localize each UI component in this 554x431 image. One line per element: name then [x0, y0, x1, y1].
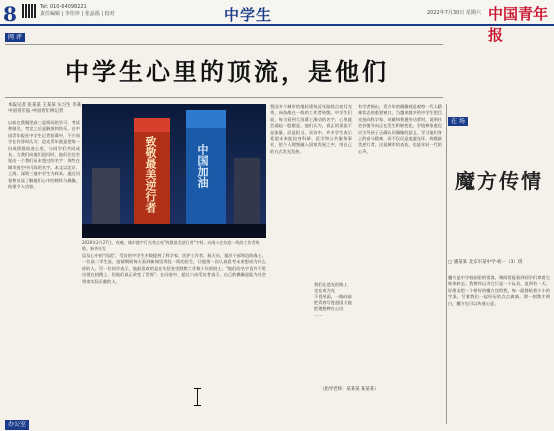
divider — [5, 97, 443, 98]
meta-editors: 责任编辑 | 李佳珍 | 张兹福 | 校对 — [40, 11, 115, 17]
neon-sign-left: 致敬最美逆行者 — [144, 136, 157, 213]
meta-phone: Tel: 010-64098221 — [40, 4, 87, 10]
news-photo — [82, 104, 266, 238]
photo-ground — [82, 224, 266, 238]
side-column-byline: □ 潘某某 北京市某中学·初一（3）班 — [448, 260, 523, 265]
newspaper-logo: 中国青年报 — [488, 5, 549, 44]
poem-line: 我们在追光的路上 — [314, 282, 348, 287]
article-column-2: 谈及心中的"顶流"，受访的中学生多数提到了科学家、医护工作者、航天员、基层干部和边防战士。一位高二学生说，疫情期间每天看到新闻里奔赴一线的医生，让他第一次认真思考未来想成为什么样的人。另一位同学表示，他最喜欢的是在实验室里默默工作数十年的院士，"他们的名字也许不常出现在热搜上，但他们真正改变了世界"。在问卷中，超过六成受访者表示，自己的偶像是能为社会带来实际贡献的人。 — [82, 253, 266, 284]
side-column-title: 魔方传情 — [455, 169, 543, 193]
text-cursor-icon — [197, 388, 200, 406]
divider — [5, 44, 443, 45]
article-column-1: 以前在我眼里高三是烦闷的学习、考试和排名，考完之后是解放和快乐。在中国青年报社中学生记者招募中，不少同学在作答时认为：追光青年就是把每一份成绩都收进心里，与同学们共同成长。当我们向他们追问时，他们往往会说出一个我们从未想过的名字：那些在城市夜空中闪烁的名字。本文以北京、上海、深圳三地中学生为样本，通过问卷和访谈了解他们心中的榜样与偶像，结果令人动容。 — [8, 120, 80, 190]
poem-line: 也在成为光 — [314, 288, 335, 293]
poem-line: 不畏风雨，一路向前 — [314, 294, 352, 299]
article-column-3: 我国多个城市的地标建筑近年陆续点亮灯光秀，向奋战在一线的工作者致敬。中学生们说，每当看到大屏幕上滚动的名字，心里就会涌起一股敬意。他们认为，真正的顶流不是流量，而是担当。采访中，许多学生表示希望未来能投身科研、医学和公共服务事业，把个人理想融入国家发展之中，用自己的方式发光发热。 — [270, 104, 352, 154]
photo-caption: 2020年2月27日，夜晚，城市楼宇灯光秀点亮"致敬最美逆行者"字样，向战斗在抗疫一线的工作者致敬。新华社发 — [82, 240, 260, 251]
poem-line: 把青春写进祖国大地 — [314, 300, 352, 305]
neon-sign-right: 中国加油 — [196, 144, 209, 188]
column-divider — [446, 104, 447, 424]
page-number: 8 — [3, 2, 17, 26]
article-column-4: 有学者指出，青少年的偶像观是观察一代人精神状态的重要窗口。当越来越多的中学生把目光投向科学家、英雄和普通劳动者时，说明社会价值导向正在发生积极变化。学校和家庭也应引导孩子正确认识偶像的意义，学习他们身上的奋斗精神，而不仅仅是追逐光环。致敬最美逆行者，这是城市的表达，也是年轻一代的心声。 — [358, 104, 442, 154]
side-column-text: 魔方是中学校园里的常客，课间常能看到同学们拿着它转来转去。我曾经以为它只是一个玩具，直到有一天，好朋友把一个拼好的魔方送给我，每一面都贴着小小的字条，写着我们一起经历的点点滴滴。那一刻我才明白，魔方也可以传递心意。 — [448, 275, 550, 306]
poem-line: …… — [314, 312, 323, 317]
byline-authors: 本报记者 张某某 王某某 实习生 李某 — [8, 103, 82, 108]
poem-signature: （指导老师：某某某 某某某） — [320, 387, 379, 392]
article-byline — [8, 103, 82, 115]
section-tag: 网 评 — [5, 33, 25, 42]
poem-line: 把理想种在心田 — [314, 306, 344, 311]
issue-date: 2022年7月30日 星期六 — [427, 10, 481, 16]
section-title: 中学生 — [224, 6, 273, 24]
poem-block — [314, 282, 394, 318]
side-column — [448, 117, 550, 427]
article-headline: 中学生心里的顶流，是他们 — [65, 58, 389, 86]
masthead-meta — [40, 4, 115, 18]
qr-code-icon — [22, 4, 36, 18]
footer-tag: 办公室 — [5, 420, 29, 430]
side-column-tag: 在 场 — [448, 117, 468, 126]
byline-source: 中国青年报·中国青年网记者 — [8, 109, 64, 114]
